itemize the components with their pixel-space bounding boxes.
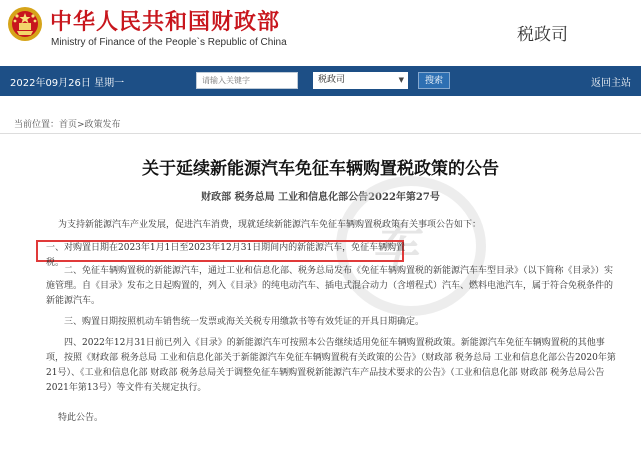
clause-1: 一、对购置日期在2023年1月1日至2023年12月31日期间内的新能源汽车，免征车辆购置税。: [46, 243, 406, 268]
national-emblem-icon: [7, 6, 43, 44]
clause-3: 三、购置日期按照机动车销售统一发票或海关关税专用缴款书等有效凭证的开具日期确定。: [64, 317, 425, 327]
site-subtitle: Ministry of Finance of the People`s Republic of China: [51, 37, 287, 48]
closing-line: 特此公告。: [58, 413, 104, 423]
home-link[interactable]: 返回主站: [591, 78, 631, 89]
chevron-down-icon: ▼: [398, 76, 404, 84]
site-title: 中华人民共和国财政部: [50, 9, 281, 35]
breadcrumb[interactable]: 当前位置：首页>政策发布: [14, 120, 121, 130]
search-input[interactable]: [196, 72, 298, 89]
watermark-text: 车: [372, 219, 418, 273]
nav-bar: [0, 66, 641, 96]
department-select-value: 税政司: [318, 75, 346, 85]
clause-2: 二、免征车辆购置税的新能源汽车，通过工业和信息化部、税务总局发布《免征车辆购置税的新能源汽车车型目录》（以下简称《目录》）实施管理。自《目录》发布之日起购置的，列入《目录》的纯电动汽车、插电式混合动力（含增程式）汽车、燃料电池汽车，属于符合免税条件的新能源汽车。: [46, 266, 614, 306]
department-select[interactable]: [313, 72, 408, 89]
clause-4: 四、2022年12月31日前已列入《目录》的新能源汽车可按照本公告继续适用免征车辆购置税政策。新能源汽车免征车辆购置税的其他事项，按照《财政部 税务总局 工业和信息化部关于新能源汽车免征车辆购置税有关政策的公告》（财政部 税务总局 工业和信息化部公告2020年第21号）、《工业和信息化部 财政部 税务总局关于调整免征车辆购置税新能源汽车产品技术要求的公告》（工业和信息化部 财政部 税务总局公告2021年第13号）等文件有关规定执行。: [46, 338, 616, 393]
department-name: 税政司: [517, 25, 568, 45]
document-number: 财政部 税务总局 工业和信息化部公告2022年第27号: [201, 192, 440, 203]
site-header: [0, 0, 641, 64]
divider: [0, 133, 641, 134]
search-button[interactable]: 搜索: [418, 72, 450, 89]
article-title: 关于延续新能源汽车免征车辆购置税政策的公告: [142, 159, 499, 179]
intro-paragraph: 为支持新能源汽车产业发展，促进汽车消费，现就延续新能源汽车免征车辆购置税政策有关事项公告如下：: [58, 220, 482, 230]
current-date: 2022年09月26日 星期一: [10, 78, 125, 89]
